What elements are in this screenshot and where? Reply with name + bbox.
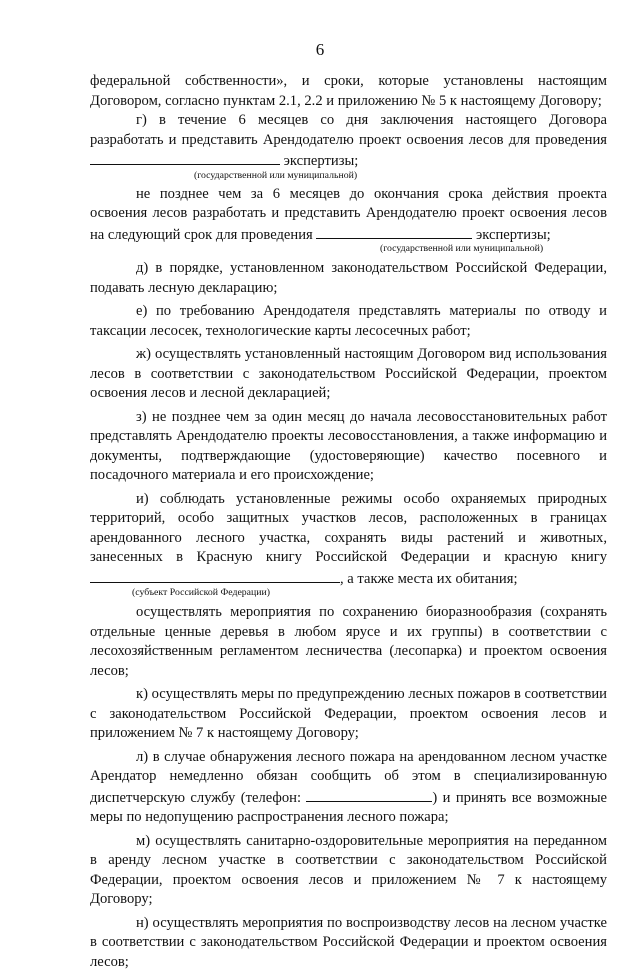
- paragraph-i: [90, 490, 607, 590]
- caption-federal-subject: (субъект Российской Федерации): [90, 588, 607, 598]
- caption-state-or-municipal: (государственной или муниципальной): [90, 171, 607, 181]
- paragraph-k: к) осуществлять меры по предупреждению лесных пожаров в соответствии с законодательством Российской Федерации, проектом освоения лесов и приложением № 7 к настоящему Договору;: [90, 685, 607, 744]
- paragraph-g2-tail: экспертизы;: [472, 227, 550, 243]
- paragraph-m: м) осуществлять санитарно-оздоровительные мероприятия на переданном в аренду лесном участке в соответствии с законодательством Российской Федерации, проектом освоения лесов и приложением № 7 к настоящему Договору;: [90, 832, 607, 910]
- paragraph-i-tail: , а также места их обитания;: [340, 571, 518, 587]
- blank-line: [316, 224, 472, 239]
- blank-line: [90, 568, 340, 583]
- paragraph-d: д) в порядке, установленном законодательством Российской Федерации, подавать лесную декларацию;: [90, 259, 607, 298]
- paragraph-g2: [90, 185, 607, 246]
- paragraph-g-text: г) в течение 6 месяцев со дня заключения настоящего Договора разработать и представить Арендодателю проект освоения лесов для проведения: [90, 112, 607, 148]
- paragraph-l-tail: ) и принять все возможные меры по недопущению распространения лесного пожара;: [90, 790, 607, 826]
- paragraph-i-text: и) соблюдать установленные режимы особо охраняемых природных территорий, особо защитных участков лесов, расположенных в границах арендованного лесного участка, сохранять виды растений и животных, занесенных в Красную книгу Российской Федерации и красную книгу: [90, 491, 607, 566]
- paragraph-n: н) осуществлять мероприятия по воспроизводству лесов на лесном участке в соответствии с законодательством Российской Федерации и проектом освоения лесов;: [90, 914, 607, 972]
- paragraph-g2-text: не позднее чем за 6 месяцев до окончания срока действия проекта освоения лесов разработать и представить Арендодателю проект освоения лесов на следующий срок для проведения: [90, 186, 607, 243]
- paragraph-zh: ж) осуществлять установленный настоящим Договором вид использования лесов в соответствии с законодательством Российской Федерации, проектом освоения лесов и лесной декларацией;: [90, 345, 607, 404]
- paragraph-g: [90, 111, 607, 172]
- document-body: [90, 72, 607, 972]
- paragraph-biodiversity: осуществлять мероприятия по сохранению биоразнообразия (сохранять отдельные ценные деревья в любом ярусе и их группы) в соответствии с лесохозяйственным регламентом лесничества (лесопарка) и проектом освоения лесов;: [90, 603, 607, 681]
- page-number: 6: [0, 40, 640, 60]
- paragraph-g-tail: экспертизы;: [280, 153, 358, 169]
- paragraph-z: з) не позднее чем за один месяц до начала лесовосстановительных работ представлять Арендодателю проекты лесовосстановления, а также информацию и документы, подтверждающие (удостоверяющие) качество посевного и посадочного материала и его происхождение;: [90, 408, 607, 486]
- blank-line: [306, 787, 432, 802]
- paragraph-l: [90, 748, 607, 828]
- paragraph-l-text: л) в случае обнаружения лесного пожара на арендованном лесном участке Арендатор немедленно обязан сообщить об этом в специализированную диспетчерскую службу (телефон:: [90, 749, 607, 806]
- blank-line: [90, 150, 280, 165]
- paragraph-continuation: федеральной собственности», и сроки, которые установлены настоящим Договором, согласно пунктам 2.1, 2.2 и приложению № 5 к настоящему Договору;: [90, 72, 607, 111]
- paragraph-e: е) по требованию Арендодателя представлять материалы по отводу и таксации лесосек, технологические карты лесосечных работ;: [90, 302, 607, 341]
- caption-state-or-municipal: (государственной или муниципальной): [90, 244, 607, 254]
